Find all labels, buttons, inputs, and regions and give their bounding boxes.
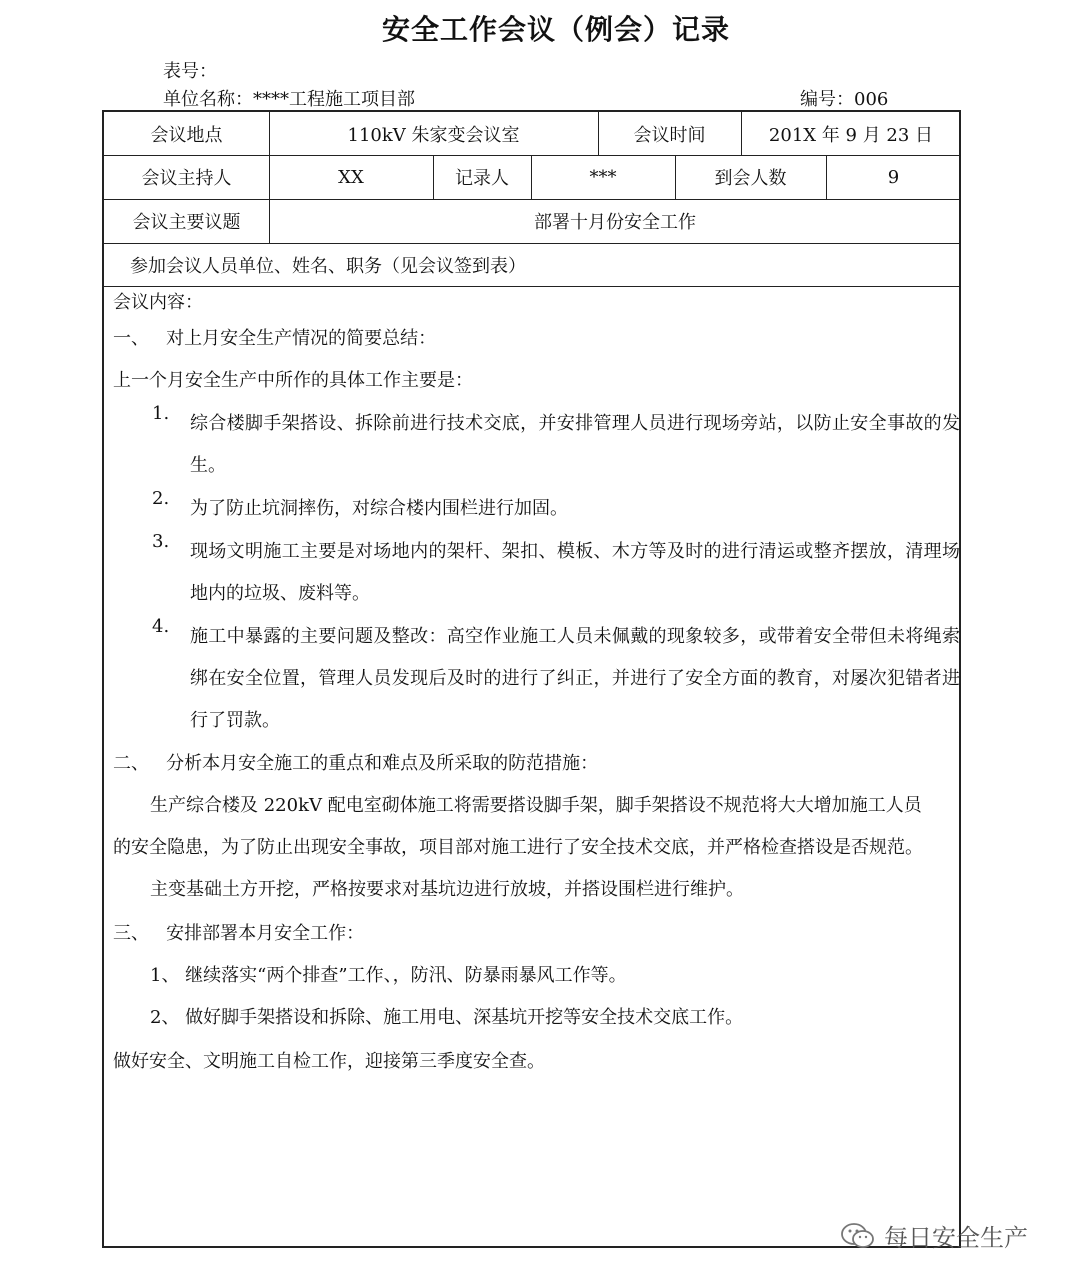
location-label: 会议地点: [150, 124, 223, 146]
recorder-label: 记录人: [455, 168, 509, 189]
row-divider: [104, 286, 959, 287]
section1-intro: 上一个月安全生产中所作的具体工作主要是：: [113, 370, 473, 391]
list-item-text: 为了防止坑洞摔伤，对综合楼内围栏进行加固。: [190, 498, 568, 519]
time-value: 201X 年 9 月 23 日: [768, 124, 934, 146]
attendees-label: 到会人数: [714, 168, 787, 189]
list-item-number: 3.: [152, 531, 170, 552]
time-label: 会议时间: [633, 124, 706, 146]
list-item-text: 综合楼脚手架搭设、拆除前进行技术交底，并安排管理人员进行现场旁站，以防止安全事故的发生。: [190, 413, 960, 476]
section2-paragraph-line: 的安全隐患，为了防止出现安全事故，项目部对施工进行了安全技术交底，并严格检查搭设是否规范。: [113, 837, 923, 858]
list-item-number: 1.: [152, 403, 170, 424]
list-item-text: 施工中暴露的主要问题及整改：高空作业施工人员未佩戴的现象较多，或带着安全带但未将绳索绑在安全位置，管理人员发现后及时的进行了纠正，并进行了安全方面的教育，对屡次犯错者进行了罚款。: [190, 626, 960, 731]
section1-title: 一、 对上月安全生产情况的简要总结：: [113, 328, 437, 349]
attendees-value: 9: [887, 166, 900, 188]
list-item-number: 2.: [152, 488, 170, 509]
content-heading: 会议内容：: [113, 292, 203, 313]
recorder-value: ***: [589, 166, 617, 188]
wechat-icon: [840, 1222, 876, 1250]
serial-number: 编号：006: [800, 89, 889, 110]
section2-title: 二、 分析本月安全施工的重点和难点及所采取的防范措施：: [113, 753, 599, 774]
list-item-number: 4.: [152, 616, 170, 637]
list-item-text: 现场文明施工主要是对场地内的架杆、架扣、模板、木方等及时的进行清运或整齐摆放，清理场地内的垃圾、废料等。: [190, 541, 960, 604]
section3-item: 2、 做好脚手架搭设和拆除、施工用电、深基坑开挖等安全技术交底工作。: [150, 1007, 744, 1028]
section3-item: 1、 继续落实“两个排查”工作、，防汛、防暴雨暴风工作等。: [150, 965, 627, 986]
document-title: 安全工作会议（例会）记录: [381, 13, 730, 46]
location-value: 110kV 朱家变会议室: [347, 124, 520, 146]
watermark-text: 每日安全生产: [884, 1224, 1028, 1252]
unit-name: 单位名称：****工程施工项目部: [163, 89, 415, 110]
section3-title: 三、 安排部署本月安全工作：: [113, 923, 365, 944]
record-table: [102, 110, 961, 1248]
section2-paragraph-line: 生产综合楼及 220kV 配电室砌体施工将需要搭设脚手架，脚手架搭设不规范将大大增加施工人员: [150, 795, 922, 816]
watermark: [840, 1218, 1028, 1253]
section2-paragraph: 主变基础土方开挖，严格按要求对基坑边进行放坡，并搭设围栏进行维护。: [150, 879, 744, 900]
host-label: 会议主持人: [141, 168, 232, 189]
topic-label: 会议主要议题: [132, 212, 241, 233]
closing-note: 做好安全、文明施工自检工作，迎接第三季度安全查。: [113, 1051, 545, 1072]
host-value: XX: [338, 166, 364, 188]
topic-value: 部署十月份安全工作: [534, 212, 696, 233]
form-number-label: 表号：: [163, 61, 217, 82]
participants-note: 参加会议人员单位、姓名、职务（见会议签到表）: [130, 255, 526, 277]
